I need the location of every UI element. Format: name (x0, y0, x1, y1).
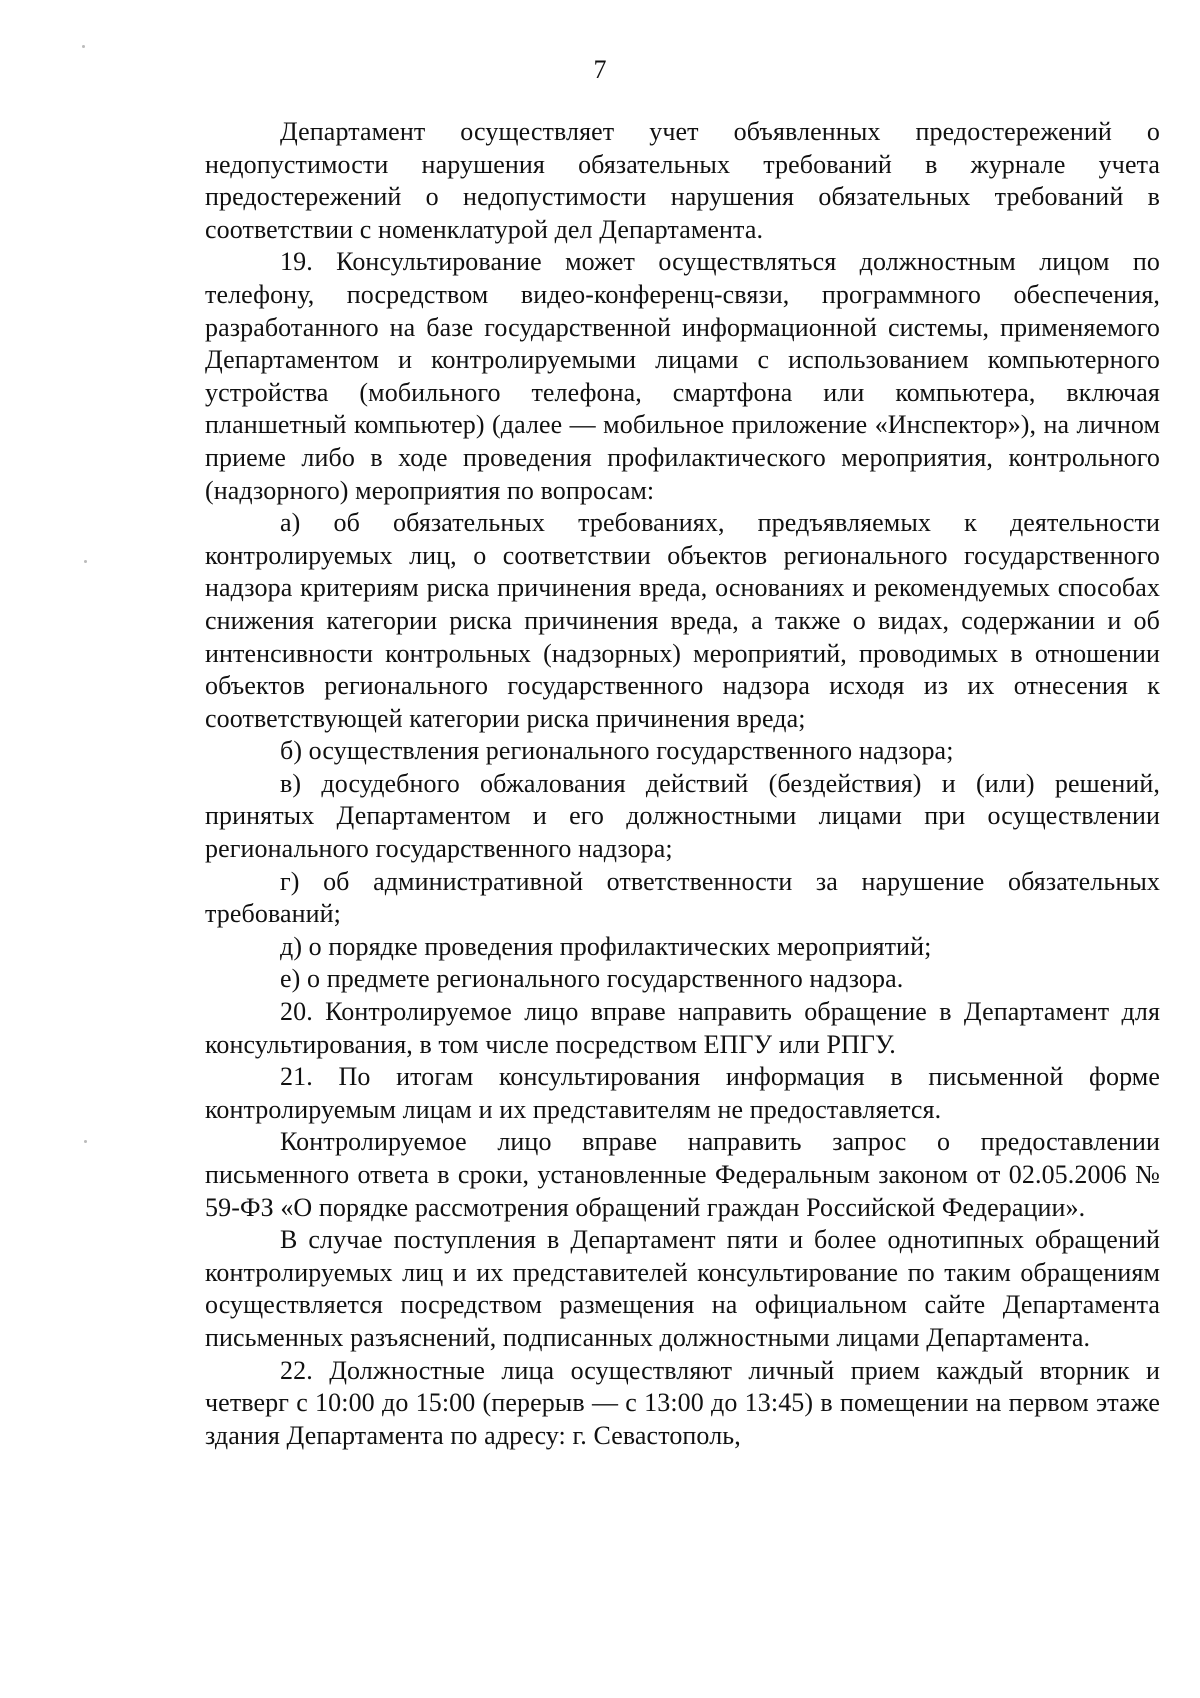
paragraph-22-reception: 22. Должностные лица осуществляют личный прием каждый вторник и четверг с 10:00 до 15:00 (перерыв — с 13:00 до 13:45) в помещении на первом этаже здания Департамента по адресу: г. Севастополь, (205, 1355, 1160, 1450)
scan-speck (84, 560, 87, 563)
paragraph-written-answer-request: Контролируемое лицо вправе направить запрос о предоставлении письменного ответа в сроки, установленные Федеральным законом от 02.05.2006 № 59-ФЗ «О порядке рассмотрения обращений граждан Российской Федерации». (205, 1127, 1160, 1222)
paragraph-item-e: е) о предмете регионального государственного надзора. (280, 964, 904, 994)
paragraph-bulk-requests: В случае поступления в Департамент пяти и более однотипных обращений контролируемых лиц и их представителей консультирование по таким обращениям осуществляется посредством размещения на официальном сайте Департамента письменных разъяснений, подписанных должностными лицами Департамента. (205, 1225, 1160, 1352)
scan-speck (82, 45, 85, 48)
document-body (205, 116, 1160, 1452)
paragraph-19-consulting: 19. Консультирование может осуществляться должностным лицом по телефону, посредством видео-конференц-связи, программного обеспечения, разработанного на базе государственной информационной системы, применяемого Департаментом и контролируемыми лицами с использованием компьютерного устройства (мобильного телефона, смартфона или компьютера, включая планшетный компьютер) (далее — мобильное приложение «Инспектор»), на личном приеме либо в ходе проведения профилактического мероприятия, контрольного (надзорного) мероприятия по вопросам: (205, 247, 1160, 505)
paragraph-item-g: г) об административной ответственности за нарушение обязательных требований; (205, 866, 1160, 929)
paragraph-item-d: д) о порядке проведения профилактических мероприятий; (280, 931, 932, 961)
paragraph-item-b: б) осуществления регионального государственного надзора; (280, 736, 954, 766)
paragraph-item-v: в) досудебного обжалования действий (бездействия) и (или) решений, принятых Департаментом и его должностными лицами при осуществлении регионального государственного надзора; (205, 768, 1160, 864)
paragraph-20-request: 20. Контролируемое лицо вправе направить обращение в Департамент для консультирования, в том числе посредством ЕПГУ или РПГУ. (205, 997, 1160, 1059)
paragraph-warnings-registry: Департамент осуществляет учет объявленных предостережений о недопустимости нарушения обязательных требований в журнале учета предостережений о недопустимости нарушения обязательных требований в соответствии с номенклатурой дел Департамента. (205, 117, 1160, 244)
page-number: 7 (593, 55, 607, 84)
paragraph-21-written-form: 21. По итогам консультирования информация в письменной форме контролируемым лицам и их представителям не предоставляется. (205, 1062, 1160, 1124)
paragraph-item-a: а) об обязательных требованиях, предъявляемых к деятельности контролируемых лиц, о соответствии объектов регионального государственного надзора критериям риска причинения вреда, основаниях и рекомендуемых способах снижения категории риска причинения вреда, а также о видах, содержании и об интенсивности контрольных (надзорных) мероприятий, проводимых в отношении объектов регионального государственного надзора исходя из их отнесения к соответствующей категории риска причинения вреда; (205, 508, 1160, 733)
scan-speck (84, 1140, 87, 1143)
